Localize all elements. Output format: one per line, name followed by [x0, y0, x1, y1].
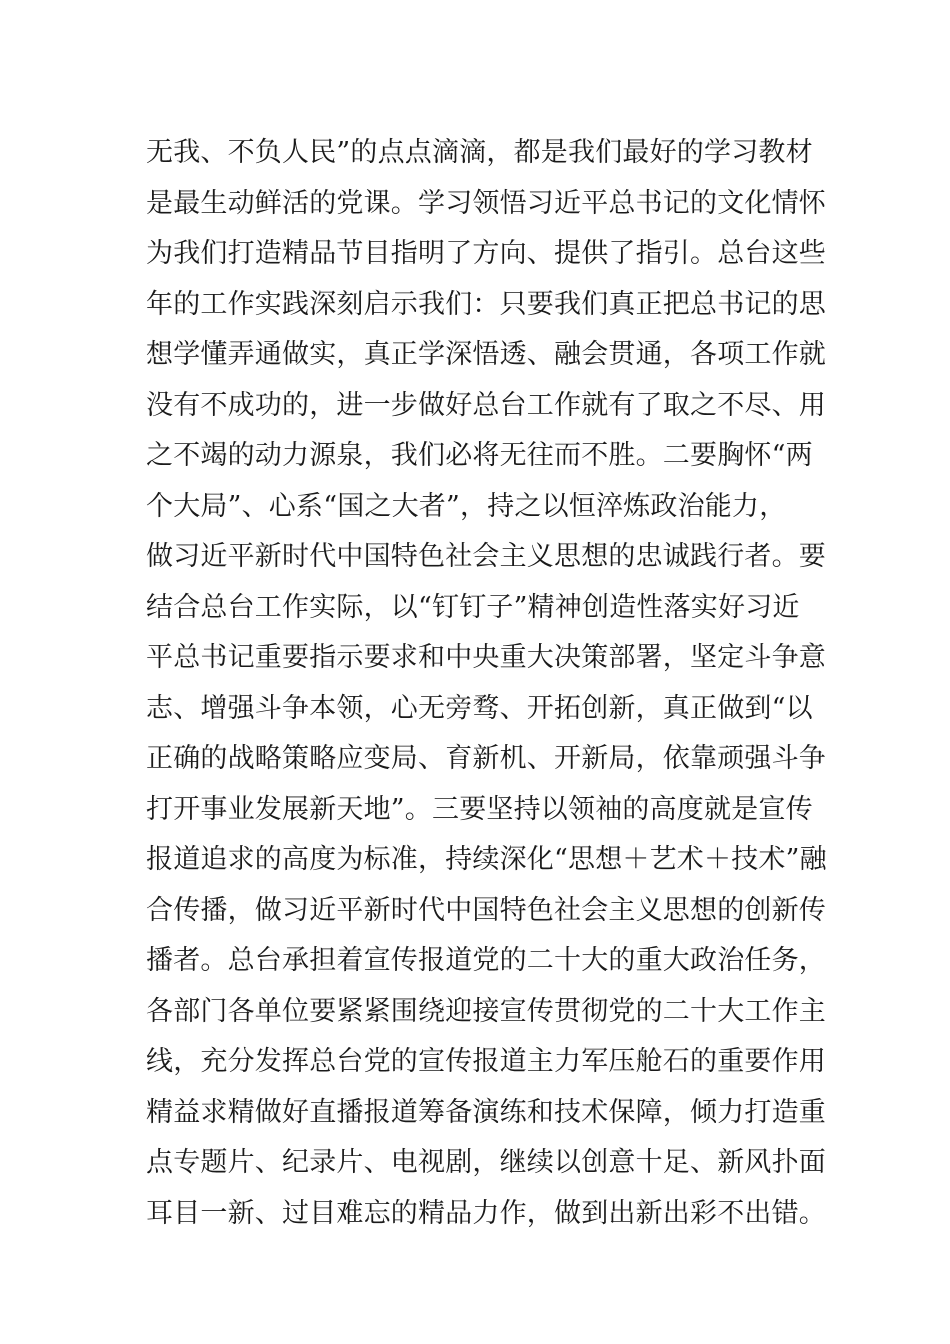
text-line: 无我、不负人民”的点点滴滴，都是我们最好的学习教材 — [146, 137, 813, 168]
text-line: 没有不成功的，进一步做好总台工作就有了取之不尽、用 — [146, 389, 826, 421]
text-line: 志、增强斗争本领，心无旁骛、开拓创新，真正做到“以 — [146, 692, 813, 724]
text-line: 为我们打造精品节目指明了方向、提供了指引。总台这些 — [146, 238, 826, 269]
text-line: 精益求精做好直播报道筹备演练和技术保障，倾力打造重 — [146, 1096, 826, 1128]
body-text — [146, 128, 826, 1239]
text-line: 年的工作实践深刻启示我们：只要我们真正把总书记的思 — [146, 288, 826, 320]
text-line: 个大局”、心系“国之大者”，持之以恒淬炼政治能力， — [146, 490, 787, 522]
text-line: 播者。总台承担着宣传报道党的二十大的重大政治任务， — [146, 945, 826, 976]
text-line: 之不竭的动力源泉，我们必将无往而不胜。二要胸怀“两 — [146, 440, 813, 471]
text-line: 正确的战略策略应变局、育新机、开新局，依靠顽强斗争 — [146, 743, 826, 774]
text-line: 耳目一新、过目难忘的精品力作，做到出新出彩不出错。 — [146, 1197, 826, 1229]
text-line: 各部门各单位要紧紧围绕迎接宣传贯彻党的二十大工作主 — [146, 995, 826, 1027]
text-line: 是最生动鲜活的党课。学习领悟习近平总书记的文化情怀 — [146, 187, 826, 219]
text-line: 报道追求的高度为标准，持续深化“思想＋艺术＋技术”融 — [146, 844, 827, 875]
text-line: 想学懂弄通做实，真正学深悟透、融会贯通，各项工作就 — [146, 339, 826, 370]
text-line: 平总书记重要指示要求和中央重大决策部署，坚定斗争意 — [146, 642, 826, 673]
text-line: 结合总台工作实际，以“钉钉子”精神创造性落实好习近 — [146, 591, 800, 623]
text-line: 做习近平新时代中国特色社会主义思想的忠诚践行者。要 — [146, 541, 826, 572]
text-line: 点专题片、纪录片、电视剧，继续以创意十足、新风扑面 — [146, 1147, 826, 1178]
text-line: 打开事业发展新天地”。三要坚持以领袖的高度就是宣传 — [146, 793, 813, 825]
text-line: 线，充分发挥总台党的宣传报道主力军压舱石的重要作用 — [146, 1046, 826, 1077]
text-line: 合传播，做习近平新时代中国特色社会主义思想的创新传 — [146, 894, 826, 926]
